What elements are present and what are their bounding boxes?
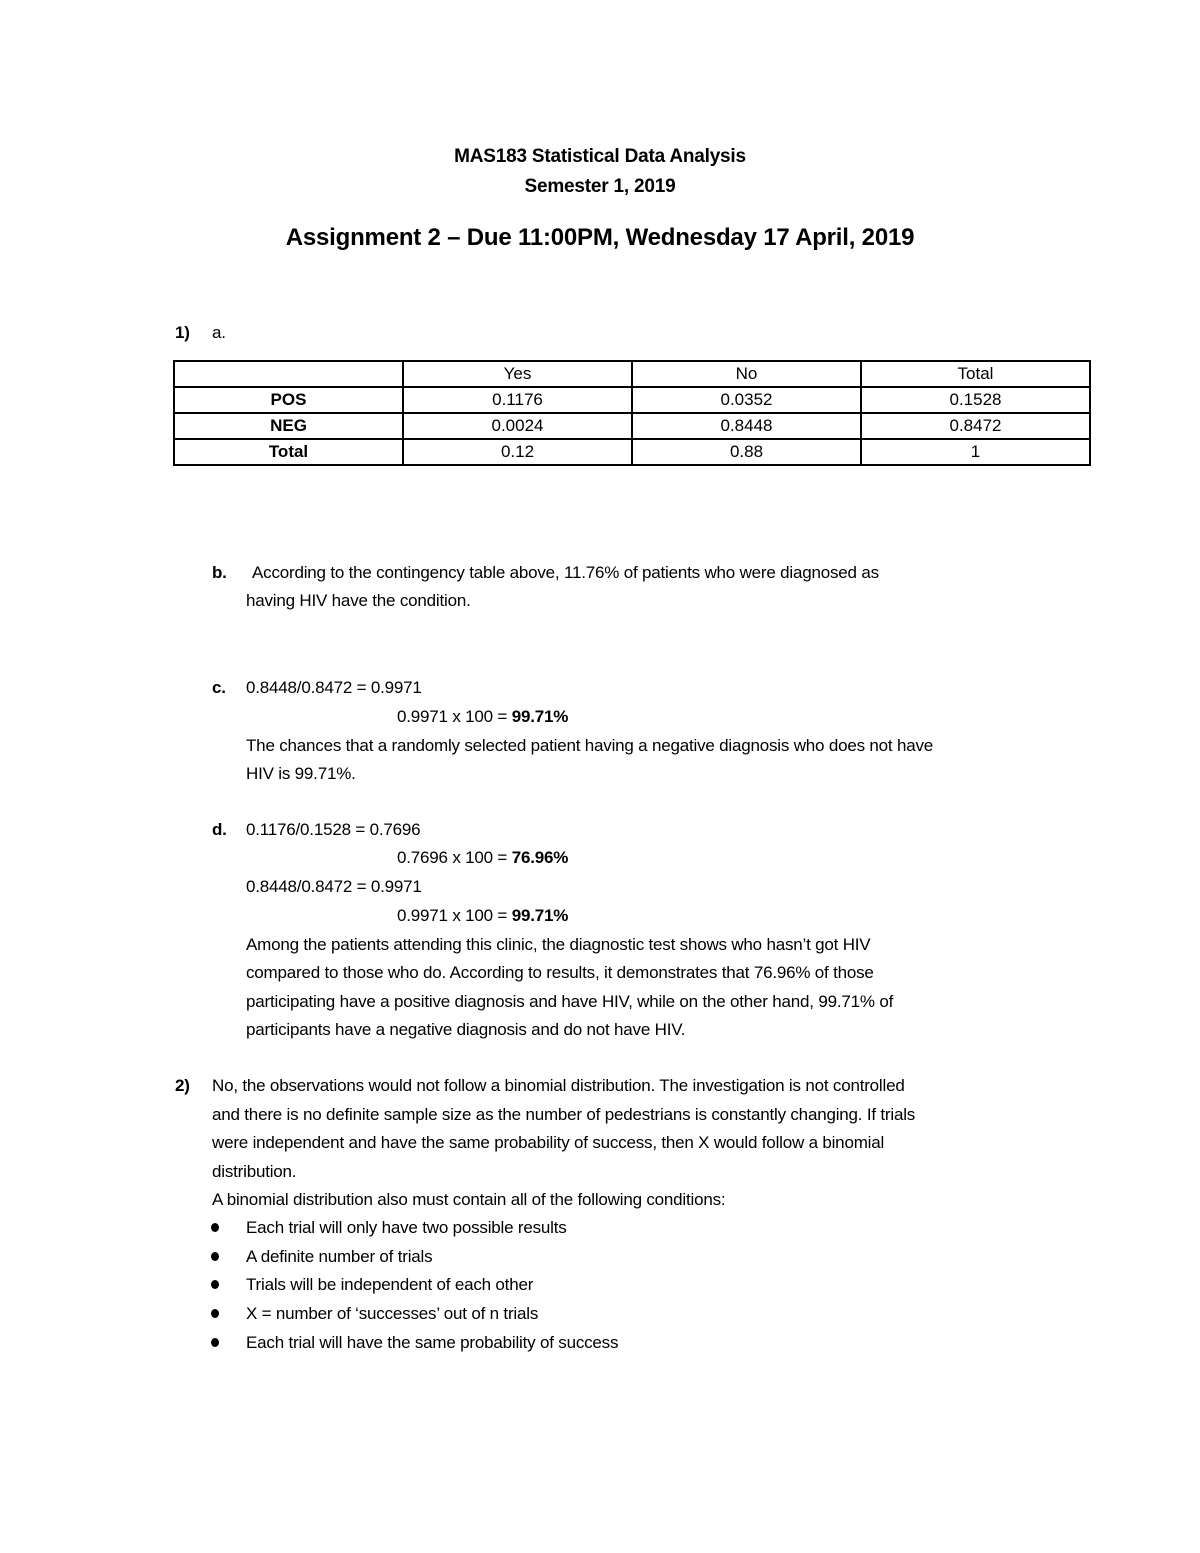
q1d-calc: [397, 902, 568, 930]
table-header-row: [174, 361, 1090, 387]
q1c-calc-text: 0.9971 x 100 =: [397, 707, 512, 726]
q1d-text: compared to those who do. According to results, it demonstrates that 76.96% of those: [246, 963, 874, 982]
contingency-table: [173, 360, 1091, 466]
q1b-text: having HIV have the condition.: [246, 591, 471, 610]
row-header: NEG: [174, 413, 403, 439]
table-cell: 0.88: [632, 439, 861, 465]
q1c-result: 99.71%: [511, 707, 569, 726]
list-item: X = number of ‘successes’ out of n trials: [246, 1304, 539, 1323]
list-item: Each trial will have the same probability of success: [246, 1333, 619, 1352]
bullet-icon: [211, 1309, 219, 1318]
list-item: A definite number of trials: [246, 1247, 433, 1266]
q2-text: distribution.: [212, 1162, 297, 1181]
q1d-result: 99.71%: [511, 906, 569, 925]
table-row: [174, 413, 1090, 439]
table-row: [174, 387, 1090, 413]
q1a-label: a.: [212, 323, 226, 342]
table-header: No: [632, 361, 861, 387]
q1d-label: d.: [212, 820, 227, 839]
table-cell: 0.12: [403, 439, 632, 465]
q2-number: 2): [175, 1076, 190, 1095]
q1d-calc: [397, 844, 568, 872]
bullet-icon: [211, 1252, 219, 1261]
course-title: MAS183 Statistical Data Analysis: [454, 146, 746, 167]
bullet-icon: [211, 1338, 219, 1347]
q1c-calc: 0.8448/0.8472 = 0.9971: [246, 678, 422, 697]
table-row: [174, 439, 1090, 465]
q1d-text: participating have a positive diagnosis and have HIV, while on the other hand, 99.71% of: [246, 992, 894, 1011]
table-cell: 0.8448: [632, 413, 861, 439]
table-cell: 1: [861, 439, 1090, 465]
q1b-text: According to the contingency table above, 11.76% of patients who were diagnosed as: [252, 563, 879, 582]
q1d-calc-text: 0.9971 x 100 =: [397, 906, 512, 925]
q2-text: and there is no definite sample size as the number of pedestrians is constantly changing. If trials: [212, 1105, 916, 1124]
bullet-icon: [211, 1280, 219, 1289]
list-item: Trials will be independent of each other: [246, 1275, 534, 1294]
q1c-label: c.: [212, 678, 226, 697]
q1d-calc: 0.1176/0.1528 = 0.7696: [246, 820, 421, 839]
q1c-text: The chances that a randomly selected patient having a negative diagnosis who does not have: [246, 736, 934, 755]
table-cell: 0.1176: [403, 387, 632, 413]
table-cell: 0.8472: [861, 413, 1090, 439]
assignment-title: Assignment 2 – Due 11:00PM, Wednesday 17 April, 2019: [285, 224, 915, 251]
bullet-icon: [211, 1223, 219, 1232]
q1c-calc: [397, 703, 568, 731]
q1d-text: participants have a negative diagnosis and do not have HIV.: [246, 1020, 686, 1039]
q1d-calc-text: 0.7696 x 100 =: [397, 848, 512, 867]
q2-text: A binomial distribution also must contain all of the following conditions:: [212, 1190, 726, 1209]
q2-text: were independent and have the same probability of success, then X would follow a binomial: [212, 1133, 885, 1152]
semester: Semester 1, 2019: [524, 176, 676, 197]
table-cell: 0.0024: [403, 413, 632, 439]
q1b-label: b.: [212, 563, 227, 582]
q1d-result: 76.96%: [511, 848, 569, 867]
table-cell: 0.1528: [861, 387, 1090, 413]
row-header: Total: [174, 439, 403, 465]
table-header: Total: [861, 361, 1090, 387]
q1-number: 1): [175, 323, 190, 342]
q1c-text: HIV is 99.71%.: [246, 764, 356, 783]
table-header: Yes: [403, 361, 632, 387]
table-cell: 0.0352: [632, 387, 861, 413]
row-header: POS: [174, 387, 403, 413]
q1d-calc: 0.8448/0.8472 = 0.9971: [246, 877, 422, 896]
q1d-text: Among the patients attending this clinic, the diagnostic test shows who hasn’t got HIV: [246, 935, 871, 954]
list-item: Each trial will only have two possible results: [246, 1218, 567, 1237]
q2-text: No, the observations would not follow a binomial distribution. The investigation is not controlled: [212, 1076, 905, 1095]
table-header: [174, 361, 403, 387]
